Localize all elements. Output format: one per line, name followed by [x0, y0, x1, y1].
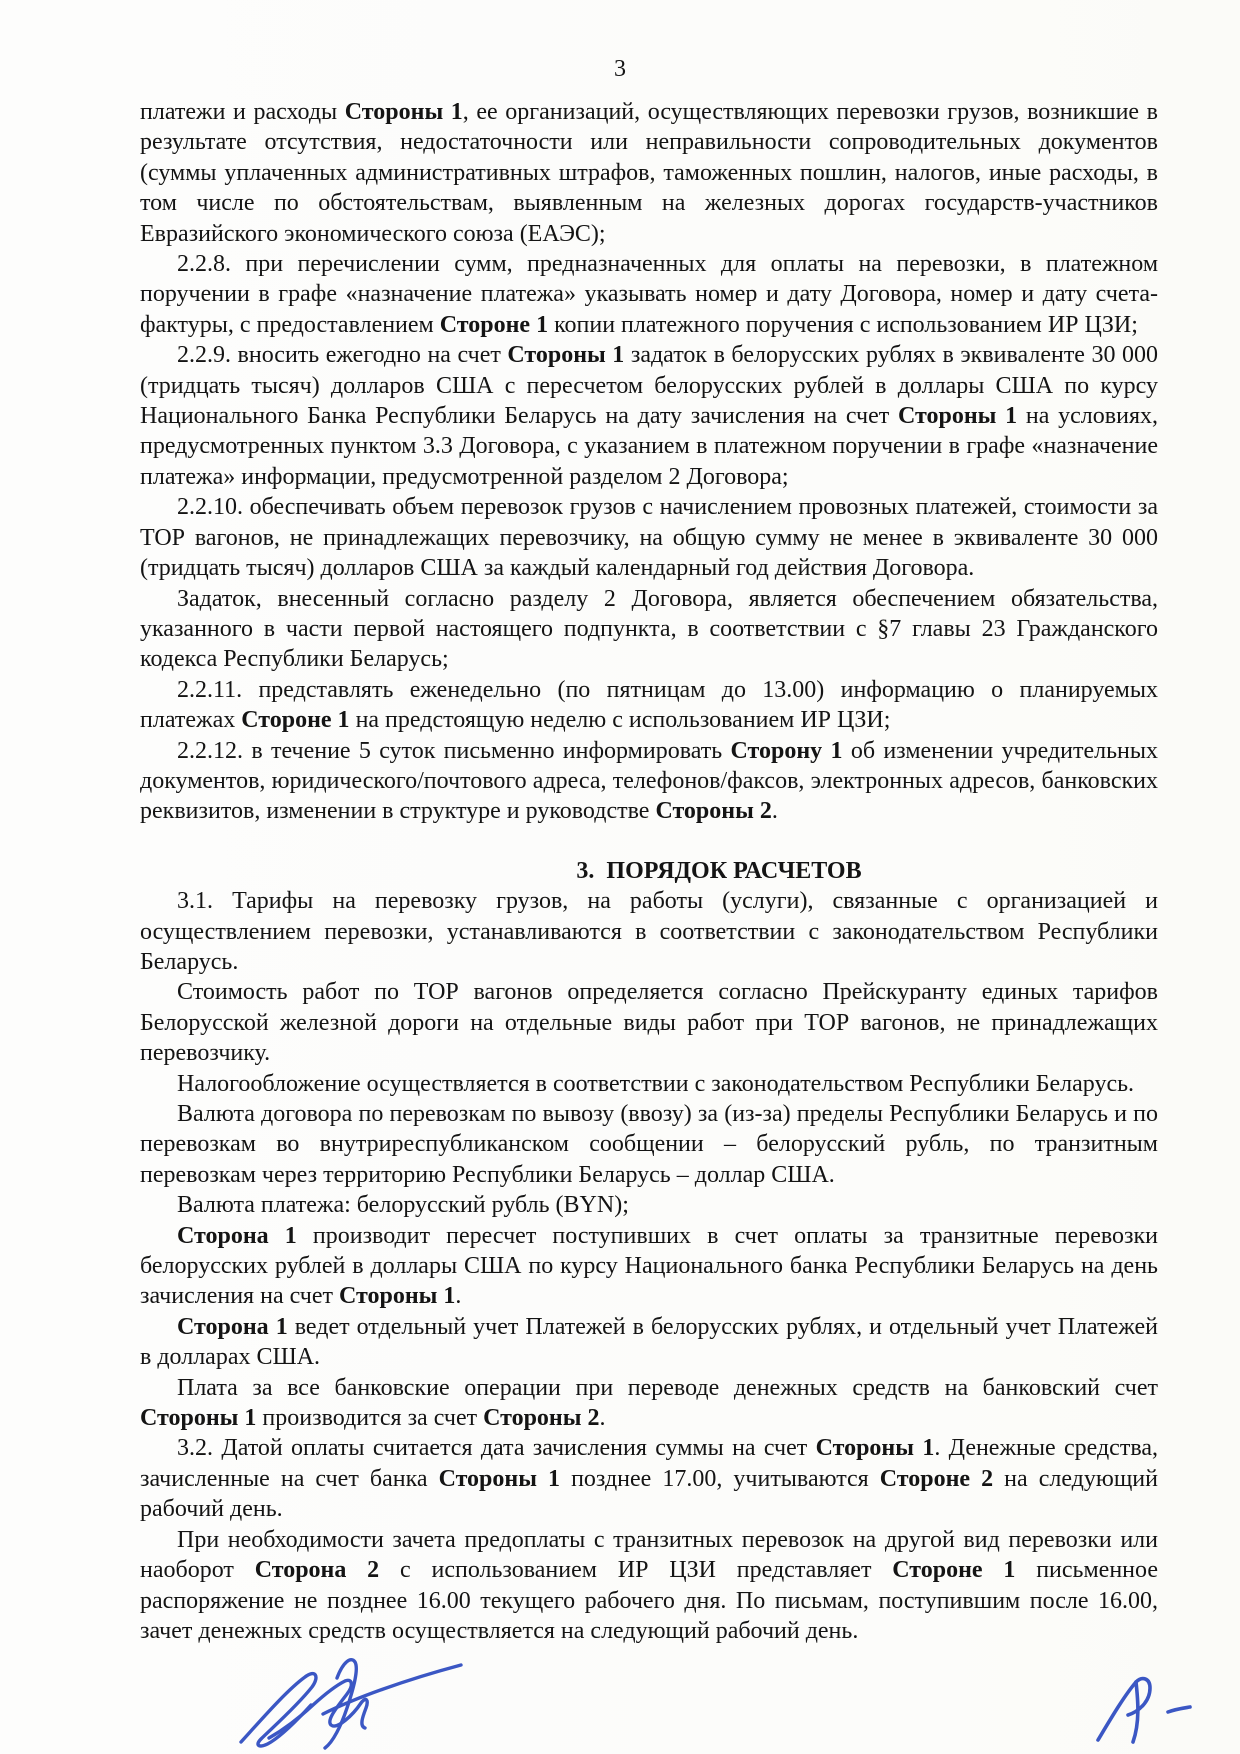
text-run: 2.2.11. представлять еженедельно (по пятницам до 13.00) информацию о планируемых платежах: [140, 676, 1158, 734]
bold-term: Стороны 1: [344, 99, 463, 125]
text-run: Валюта договора по перевозкам по вывозу (ввозу) за (из-за) пределы Республики Беларусь и по перевозкам во внутриреспубликанском сообщении – белорусский рубль, по транзитным перевозкам через территорию Республики Беларусь – доллар США.: [140, 1101, 1158, 1188]
section-heading: 3. ПОРЯДОК РАСЧЕТОВ: [576, 857, 862, 884]
ink-stroke: [323, 1665, 461, 1714]
ink-stroke: [241, 1674, 316, 1746]
paragraph: [140, 1312, 1158, 1373]
text-run: на следующий рабочий день.: [140, 1465, 1158, 1523]
bold-term: Стороне 1: [439, 311, 549, 338]
paragraph: [140, 1099, 1158, 1190]
paragraph: [140, 675, 1158, 736]
page-number: 3: [614, 56, 626, 82]
ink-stroke: [1168, 1707, 1190, 1712]
bold-term: Стороны 1: [898, 403, 1018, 430]
text-run: Плата за все банковские операции при переводе денежных средств на банковский счет: [177, 1374, 1158, 1401]
text-run: на условиях, предусмотренных пунктом 3.3 Договора, с указанием в платежном поручении в графе «назначение платежа» информации, предусмотренной разделом 2 Договора;: [140, 403, 1158, 490]
bold-term: Стороне 1: [892, 1557, 1016, 1584]
text-run: .: [455, 1283, 462, 1310]
paragraph: [140, 492, 1158, 583]
paragraph: [140, 1433, 1158, 1524]
text-run: При необходимости зачета предоплаты с транзитных перевозок на другой вид перевозки или наоборот: [140, 1526, 1158, 1584]
paragraph: [140, 340, 1158, 492]
paragraph: [140, 736, 1158, 827]
paragraph: [140, 977, 1158, 1068]
document-body: [140, 97, 1158, 1646]
bold-term: Стороны 2: [483, 1405, 600, 1432]
text-run: платежи и расходы: [140, 99, 345, 125]
paragraph: [140, 584, 1158, 675]
signature-right: [1090, 1670, 1200, 1750]
paragraph: [140, 249, 1158, 340]
text-run: Валюта платежа: белорусский рубль (BYN);: [177, 1192, 629, 1219]
text-run: .: [599, 1405, 606, 1432]
text-run: задаток в белорусских рублях в эквиваленте 30 000 (тридцать тысяч) долларов США с пересчетом белорусских рублей в доллары США по курсу Национального Банка Республики Беларусь на дату зачисления на счет: [140, 342, 1159, 430]
bold-term: Сторона 1: [177, 1222, 297, 1249]
text-run: Стоимость работ по ТОР вагонов определяется согласно Прейскуранту единых тарифов Белорусской железной дороги на отдельные виды работ при ТОР вагонов, не принадлежащих перевозчику.: [140, 979, 1158, 1067]
text-run: , ее организаций, осуществляющих перевозки грузов, возникшие в результате отсутствия, недостаточности или неправильности сопроводительных документов (суммы уплаченных административных штрафов, таможенных пошлин, налогов, иные расходы, в том числе по обстоятельствам, выявленным на железных дорогах государств-участников Евразийского экономического союза (ЕАЭС);: [140, 99, 1159, 247]
text-run: на предстоящую неделю с использованием ИР ЦЗИ;: [349, 707, 891, 734]
bold-term: Стороне 2: [879, 1465, 994, 1492]
text-run: письменное распоряжение не позднее 16.00 текущего рабочего дня. По письмам, поступившим после 16.00, зачет денежных средств осуществляется на следующий рабочий день.: [140, 1557, 1158, 1644]
ink-stroke: [1098, 1682, 1136, 1740]
paragraph: [140, 1221, 1158, 1312]
text-run: 3.2. Датой оплаты считается дата зачисления суммы на счет: [177, 1435, 816, 1462]
text-run: 3.1. Тарифы на перевозку грузов, на работы (услуги), связанные с организацией и осуществлением перевозки, устанавливаются в соответствии с законодательством Республики Беларусь.: [140, 888, 1158, 975]
bold-term: Сторона 1: [177, 1313, 288, 1340]
text-run: Налогообложение осуществляется в соответствии с законодательством Республики Беларусь.: [177, 1070, 1135, 1097]
bold-term: Стороны 1: [338, 1283, 456, 1310]
bold-term: Сторону 1: [730, 737, 843, 764]
text-run: производит пересчет поступивших в счет оплаты за транзитные перевозки белорусских рублей в доллары США по курсу Национального банка Республики Беларусь на день зачисления на счет: [140, 1222, 1159, 1310]
text-run: ведет отдельный учет Платежей в белорусских рублях, и отдельный учет Платежей в долларах США.: [140, 1313, 1158, 1371]
paragraph: [140, 1190, 1158, 1220]
text-run: 2.2.8. при перечислении сумм, предназначенных для оплаты на перевозки, в платежном поручении в графе «назначение платежа» указывать номер и дату Договора, номер и дату счета-фактуры, с предоставлением: [140, 251, 1158, 338]
text-run: производится за счет: [256, 1405, 484, 1432]
text-run: 2.2.10. обеспечивать объем перевозок грузов с начислением провозных платежей, стоимости за ТОР вагонов, не принадлежащих перевозчику, на общую сумму не менее в эквиваленте 30 000 (тридцать тысяч) долларов США за каждый календарный год действия Договора.: [140, 494, 1158, 582]
text-run: Задаток, внесенный согласно разделу 2 Договора, является обеспечением обязательства, указанного в части первой настоящего подпункта, в соответствии с §7 главы 23 Гражданского кодекса Республики Беларусь;: [140, 585, 1158, 673]
paragraph: [140, 97, 1158, 249]
signature-left: [225, 1650, 470, 1752]
paragraph: [140, 886, 1158, 977]
text-run: . Денежные средства, зачисленные на счет банка: [140, 1435, 1158, 1492]
text-run: позднее 17.00, учитываются: [560, 1465, 880, 1492]
paragraph: [140, 1525, 1158, 1647]
text-run: 2.2.12. в течение 5 суток письменно информировать: [177, 737, 731, 764]
bold-term: Стороны 1: [438, 1465, 561, 1492]
paragraph: [140, 1373, 1158, 1434]
bold-term: Стороны 2: [655, 798, 772, 825]
bold-term: Стороны 1: [507, 342, 625, 369]
bold-term: Стороне 1: [241, 707, 350, 734]
text-run: с использованием ИР ЦЗИ представляет: [379, 1557, 893, 1584]
bold-term: Стороны 1: [140, 1405, 257, 1432]
text-run: об изменении учредительных документов, юридического/почтового адреса, телефонов/факсов, электронных адресов, банковских реквизитов, изменении в структуре и руководстве: [140, 737, 1158, 825]
text-run: копии платежного поручения с использованием ИР ЦЗИ;: [548, 311, 1138, 338]
text-run: .: [771, 798, 778, 825]
bold-term: Сторона 2: [254, 1557, 380, 1584]
bold-term: Стороны 1: [815, 1435, 935, 1462]
text-run: 2.2.9. вносить ежегодно на счет: [177, 342, 508, 369]
paragraph: [140, 1069, 1158, 1099]
